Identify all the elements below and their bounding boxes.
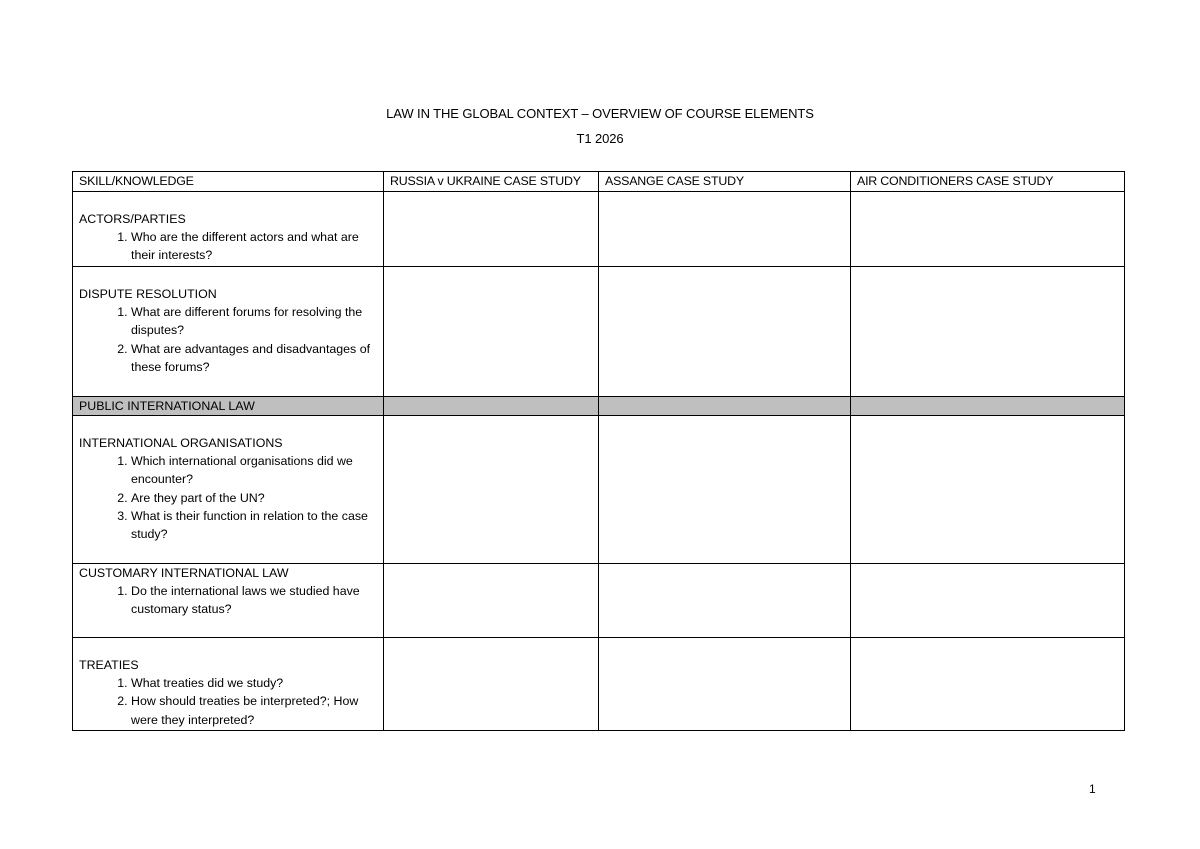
air-conditioners-cell[interactable] <box>851 638 1125 731</box>
section-heading: INTERNATIONAL ORGANISATIONS <box>79 436 283 450</box>
section-heading: ACTORS/PARTIES <box>79 212 186 226</box>
table-row <box>73 564 1125 638</box>
assange-cell <box>599 397 851 416</box>
assange-cell[interactable] <box>599 416 851 564</box>
question-list <box>79 303 377 376</box>
table-header-row <box>73 172 1125 192</box>
table-row <box>73 638 1125 731</box>
header-skill-knowledge: SKILL/KNOWLEDGE <box>73 172 384 192</box>
table-row <box>73 267 1125 397</box>
assange-cell[interactable] <box>599 192 851 267</box>
skill-cell-international-organisations <box>73 416 384 564</box>
document-title: LAW IN THE GLOBAL CONTEXT – OVERVIEW OF COURSE ELEMENTS <box>386 106 814 121</box>
question-item: 1. Who are the different actors and what are their interests? <box>131 228 377 264</box>
question-list <box>79 674 377 729</box>
russia-ukraine-cell[interactable] <box>384 564 599 638</box>
air-conditioners-cell <box>851 397 1125 416</box>
air-conditioners-cell[interactable] <box>851 416 1125 564</box>
header-air-conditioners: AIR CONDITIONERS CASE STUDY <box>851 172 1125 192</box>
header-russia-ukraine: RUSSIA v UKRAINE CASE STUDY <box>384 172 599 192</box>
assange-cell[interactable] <box>599 638 851 731</box>
question-item: 2. What are advantages and disadvantages of these forums? <box>131 340 377 376</box>
question-item: 3. What is their function in relation to the case study? <box>131 507 377 543</box>
question-item: 2. How should treaties be interpreted?; How were they interpreted? <box>131 692 377 728</box>
question-item: 1. What treaties did we study? <box>131 674 377 692</box>
document-term: T1 2026 <box>576 131 624 146</box>
skill-cell-customary-international-law <box>73 564 384 638</box>
page-number: 1 <box>1089 782 1096 796</box>
air-conditioners-cell[interactable] <box>851 564 1125 638</box>
question-list <box>79 228 377 264</box>
russia-ukraine-cell[interactable] <box>384 638 599 731</box>
question-list <box>79 452 377 543</box>
skill-cell-dispute-resolution <box>73 267 384 397</box>
course-elements-table <box>72 171 1125 731</box>
assange-cell[interactable] <box>599 267 851 397</box>
skill-cell-actors-parties <box>73 192 384 267</box>
section-heading: CUSTOMARY INTERNATIONAL LAW <box>79 566 289 580</box>
section-heading: DISPUTE RESOLUTION <box>79 287 217 301</box>
table-row <box>73 192 1125 267</box>
russia-ukraine-cell <box>384 397 599 416</box>
question-list <box>79 582 377 618</box>
russia-ukraine-cell[interactable] <box>384 267 599 397</box>
russia-ukraine-cell[interactable] <box>384 192 599 267</box>
question-item: 2. Are they part of the UN? <box>131 489 377 507</box>
table-row-section-divider <box>73 397 1125 416</box>
table-row <box>73 416 1125 564</box>
assange-cell[interactable] <box>599 564 851 638</box>
air-conditioners-cell[interactable] <box>851 192 1125 267</box>
question-item: 1. What are different forums for resolving the disputes? <box>131 303 377 339</box>
skill-cell-public-international-law: PUBLIC INTERNATIONAL LAW <box>73 397 384 416</box>
skill-cell-treaties <box>73 638 384 731</box>
question-item: 1. Which international organisations did we encounter? <box>131 452 377 488</box>
question-item: 1. Do the international laws we studied have customary status? <box>131 582 377 618</box>
section-heading: TREATIES <box>79 658 139 672</box>
russia-ukraine-cell[interactable] <box>384 416 599 564</box>
header-assange: ASSANGE CASE STUDY <box>599 172 851 192</box>
air-conditioners-cell[interactable] <box>851 267 1125 397</box>
